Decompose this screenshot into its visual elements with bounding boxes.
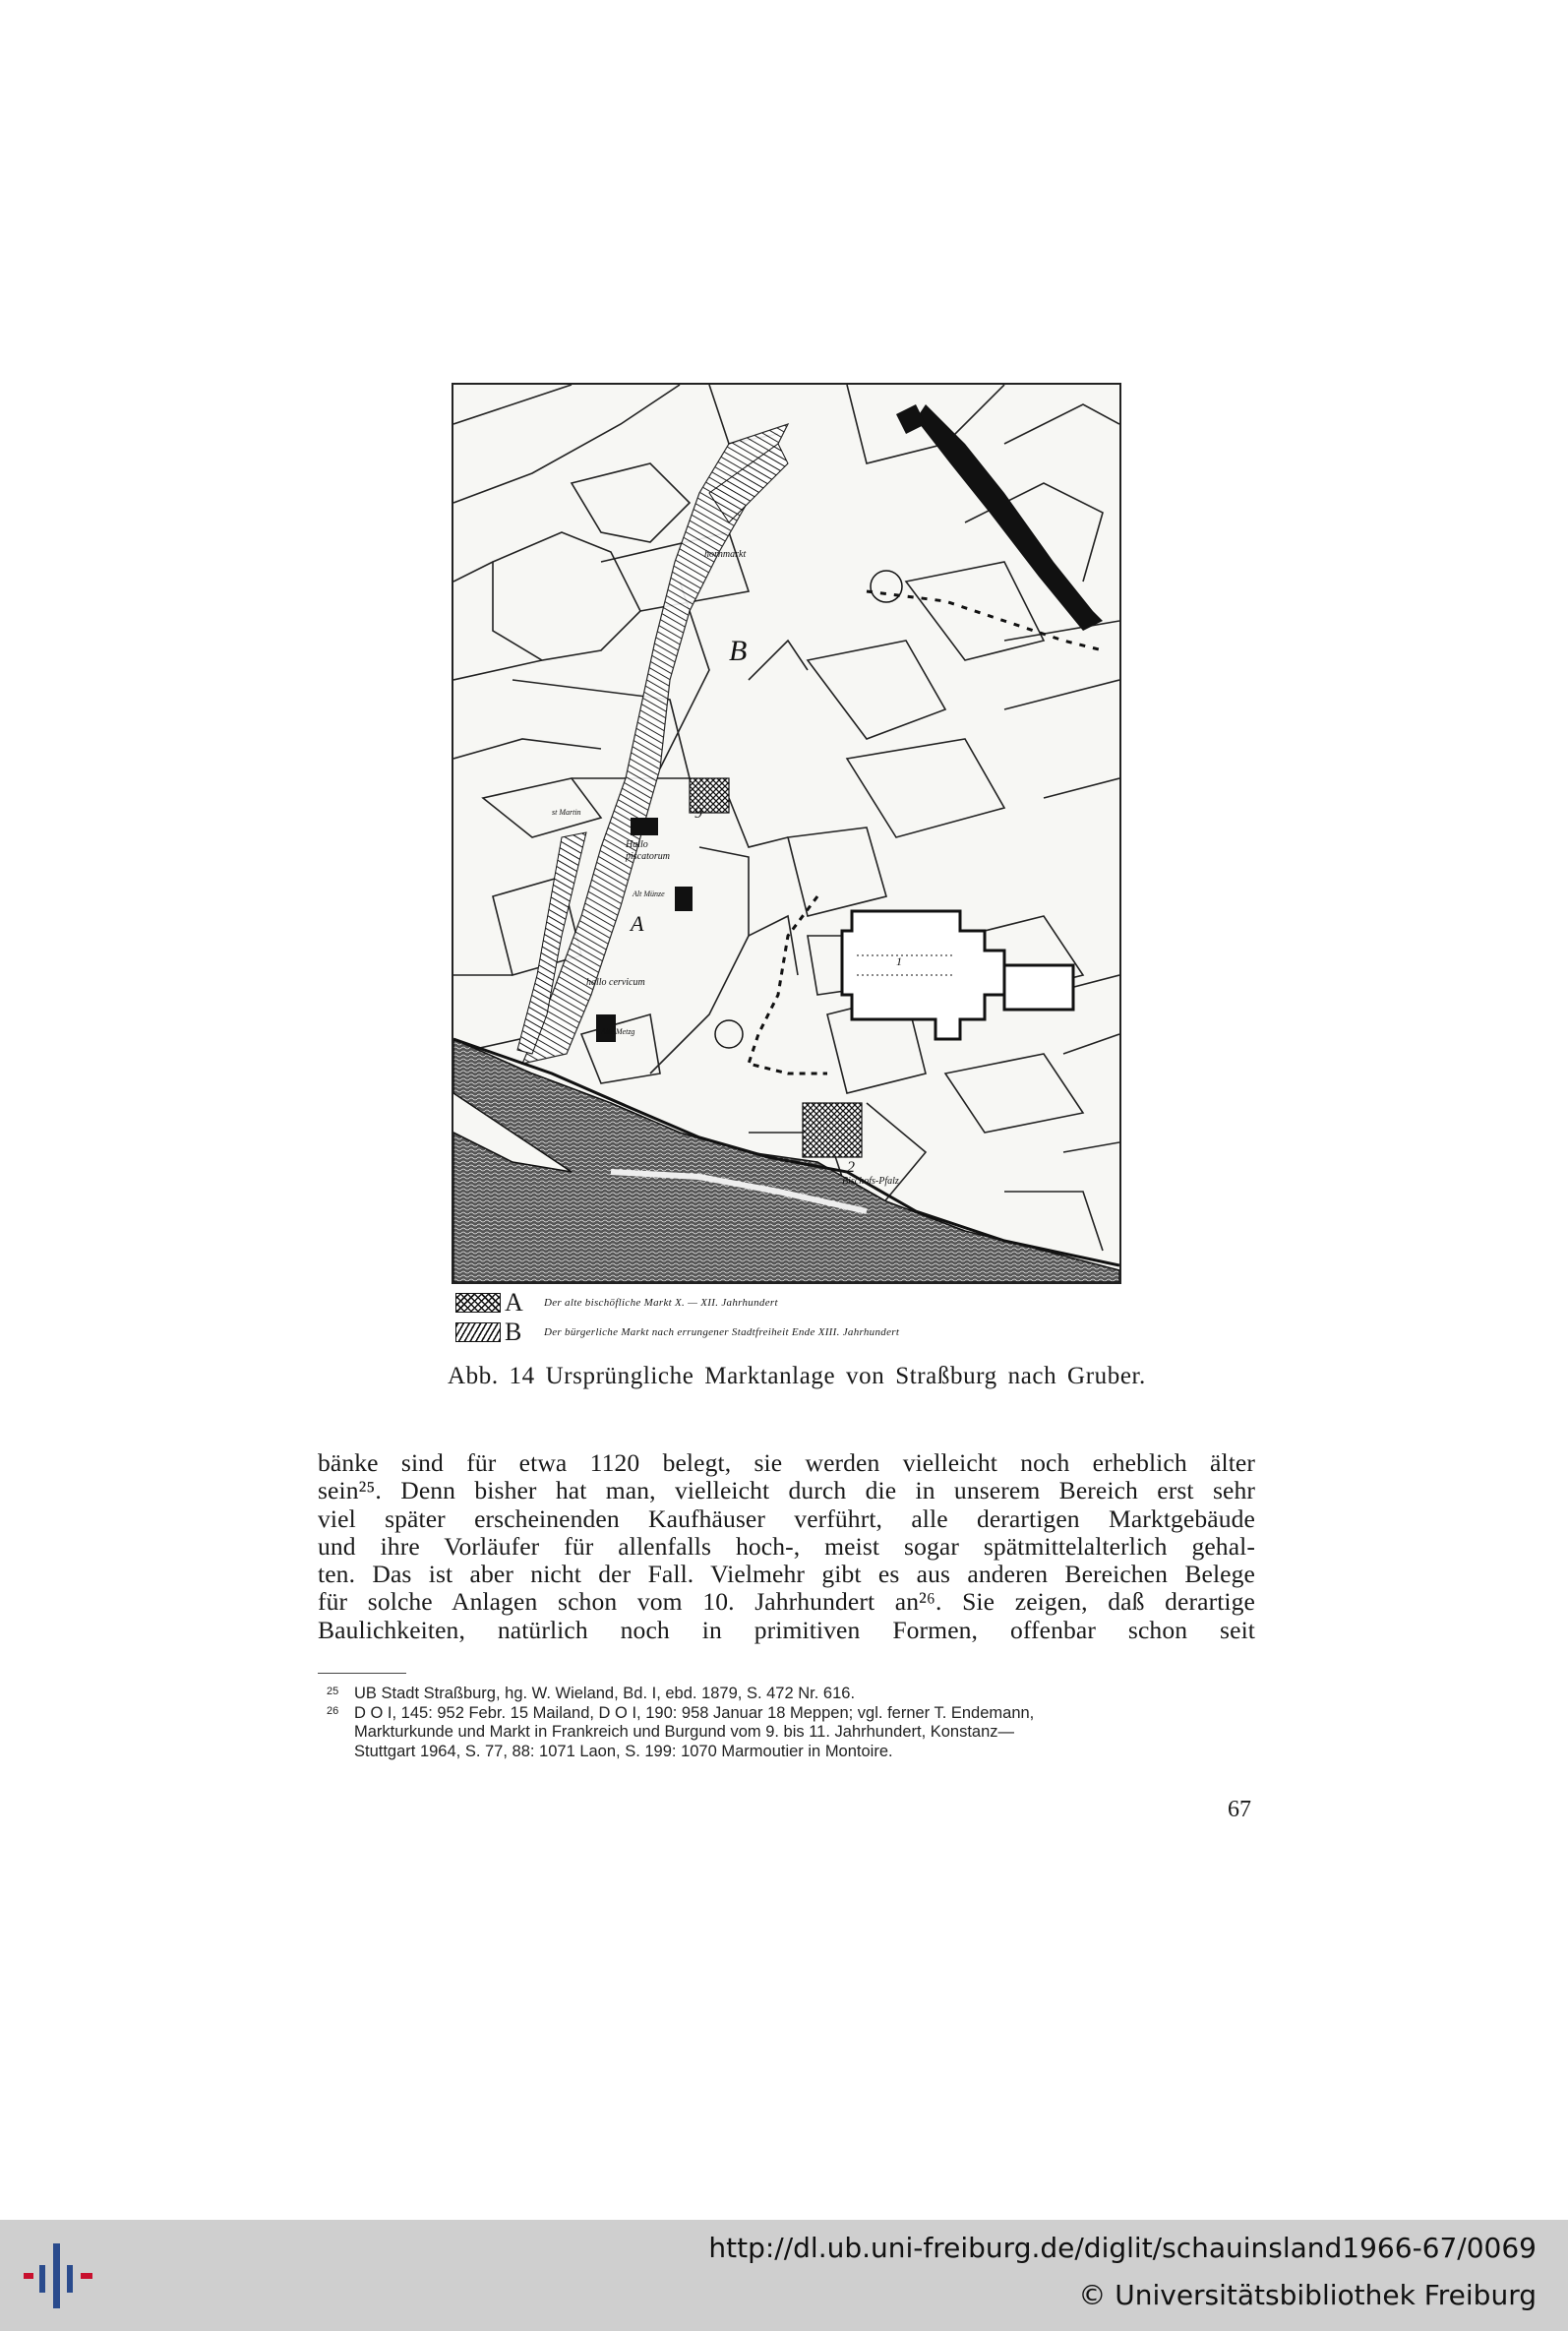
footnote-26 <box>327 1704 1261 1762</box>
footnote-line: Stuttgart 1964, S. 77, 88: 1071 Laon, S. 199: 1070 Marmoutier in Montoire. <box>354 1742 893 1760</box>
legend-text: Der bürgerliche Markt nach errungener Stadtfreiheit Ende XIII. Jahrhundert <box>544 1326 900 1338</box>
footnote-25 <box>327 1685 1261 1704</box>
legend-letter: A <box>505 1288 523 1317</box>
map-label-2: 2 <box>847 1159 855 1176</box>
copyright-text: © Universitätsbibliothek Freiburg <box>1078 2279 1537 2311</box>
footnote-line: Markturkunde und Markt in Frankreich und Burgund vom 9. bis 11. Jahrhundert, Konstanz— <box>354 1723 1015 1741</box>
figure-caption: Abb. 14 Ursprüngliche Marktanlage von Straßburg nach Gruber. <box>448 1363 1146 1389</box>
map-legend <box>455 1288 1144 1347</box>
footnote-number: 26 <box>327 1704 339 1717</box>
footnote-number: 25 <box>327 1686 339 1697</box>
map-label-1: 1 <box>896 954 902 968</box>
footer-bar <box>0 2220 1568 2331</box>
document-url-link[interactable]: http://dl.ub.uni-freiburg.de/diglit/schauinsland1966-67/0069 <box>708 2232 1537 2264</box>
footnotes <box>327 1685 1261 1761</box>
body-line: viel später erscheinenden Kaufhäuser verführt, alle derartigen Marktgebäude <box>318 1503 1255 1533</box>
hatch-swatch-icon <box>455 1322 501 1342</box>
map-label-alt-muenze: Alt Münze <box>633 889 665 898</box>
city-map-figure <box>452 383 1121 1284</box>
crosshatch-swatch-icon <box>455 1293 501 1313</box>
map-label-alte-metzg: Alte Metzg <box>601 1027 635 1036</box>
ub-freiburg-logo-icon <box>22 2238 98 2314</box>
map-label-a: A <box>631 911 644 936</box>
map-label-hallo-cervicum: hallo cervicum <box>586 977 645 988</box>
map-label-hallo: Hallo <box>626 839 648 850</box>
map-label-piscatorum: piscatorum <box>626 851 670 862</box>
body-line: Baulichkeiten, natürlich noch in primitiven Formen, offenbar schon seit <box>318 1615 1255 1644</box>
body-line: für solche Anlagen schon vom 10. Jahrhundert an²⁶. Sie zeigen, daß derartige <box>318 1587 1255 1617</box>
body-line: ten. Das ist aber nicht der Fall. Vielmehr gibt es aus anderen Bereichen Belege <box>318 1560 1255 1589</box>
map-label-bischofs-pfalz: Bischofs-Pfalz <box>842 1176 899 1187</box>
map-label-b: B <box>729 635 748 667</box>
legend-letter: B <box>505 1318 522 1346</box>
footnote-line: D O I, 145: 952 Febr. 15 Mailand, D O I, 190: 958 Januar 18 Meppen; vgl. ferner T. Endemann, <box>354 1703 1035 1722</box>
map-label-9: 9 <box>694 805 702 822</box>
body-line: bänke sind für etwa 1120 belegt, sie werden vielleicht noch erheblich älter <box>318 1448 1255 1477</box>
city-map-drawing <box>453 385 1119 1282</box>
body-line: und ihre Vorläufer für allenfalls hoch-, meist sogar spätmittelalterlich gehal- <box>318 1531 1255 1561</box>
map-label-hornmarkt: hornmarkt <box>704 549 747 560</box>
legend-item-a <box>455 1288 1144 1318</box>
page-number: 67 <box>1228 1797 1251 1822</box>
legend-text: Der alte bischöfliche Markt X. — XII. Jahrhundert <box>544 1297 778 1309</box>
body-paragraph <box>318 1449 1255 1644</box>
footnote-divider <box>318 1673 406 1674</box>
body-line: sein²⁵. Denn bisher hat man, vielleicht durch die in unserem Bereich erst sehr <box>318 1476 1255 1505</box>
map-label-st-martin: st Martin <box>552 808 581 817</box>
legend-item-b <box>455 1318 1144 1347</box>
footnote-line: UB Stadt Straßburg, hg. W. Wieland, Bd. I, ebd. 1879, S. 472 Nr. 616. <box>354 1685 856 1702</box>
